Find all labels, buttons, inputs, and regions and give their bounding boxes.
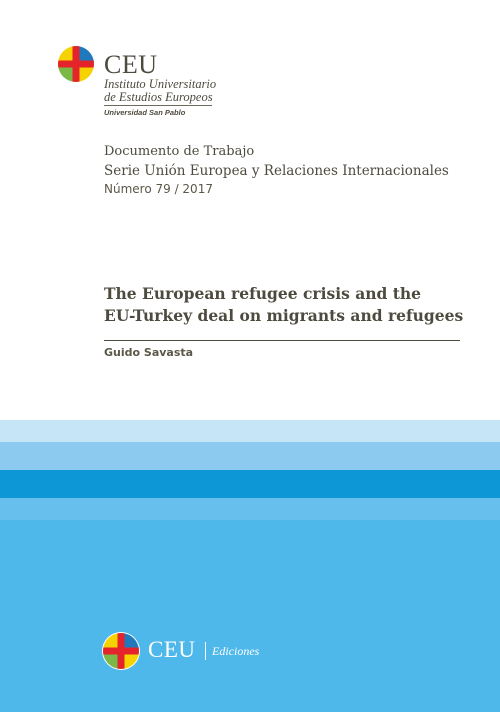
title-divider bbox=[104, 340, 460, 341]
document-label: Documento de Trabajo bbox=[104, 144, 255, 159]
institute-brand bbox=[104, 52, 216, 104]
paper-title bbox=[104, 283, 474, 327]
title-line-1: The European refugee crisis and the bbox=[104, 284, 422, 303]
institute-line-1: Instituto Universitario bbox=[104, 77, 217, 91]
university-name: Universidad San Pablo bbox=[104, 108, 186, 117]
band-dark bbox=[0, 470, 500, 498]
ceu-logo-icon bbox=[58, 46, 94, 82]
brand-name: CEU bbox=[104, 50, 158, 79]
institute-line-2: de Estudios Europeos bbox=[104, 90, 213, 104]
band-medium bbox=[0, 498, 500, 520]
title-line-2: EU-Turkey deal on migrants and refugees bbox=[104, 306, 464, 325]
series-info bbox=[104, 143, 484, 198]
band-mid bbox=[0, 442, 500, 470]
footer-label: Ediciones bbox=[212, 644, 260, 658]
band-base bbox=[0, 520, 500, 712]
series-name: Serie Unión Europea y Relaciones Internacionales bbox=[104, 163, 449, 179]
author-name: Guido Savasta bbox=[104, 346, 194, 359]
footer-brand-name: CEU bbox=[148, 637, 196, 662]
footer-separator bbox=[205, 642, 206, 660]
issue-number: Número 79 / 2017 bbox=[104, 182, 213, 196]
ceu-ediciones-logo-icon bbox=[102, 632, 140, 670]
brand-divider bbox=[104, 105, 212, 106]
band-light bbox=[0, 420, 500, 442]
